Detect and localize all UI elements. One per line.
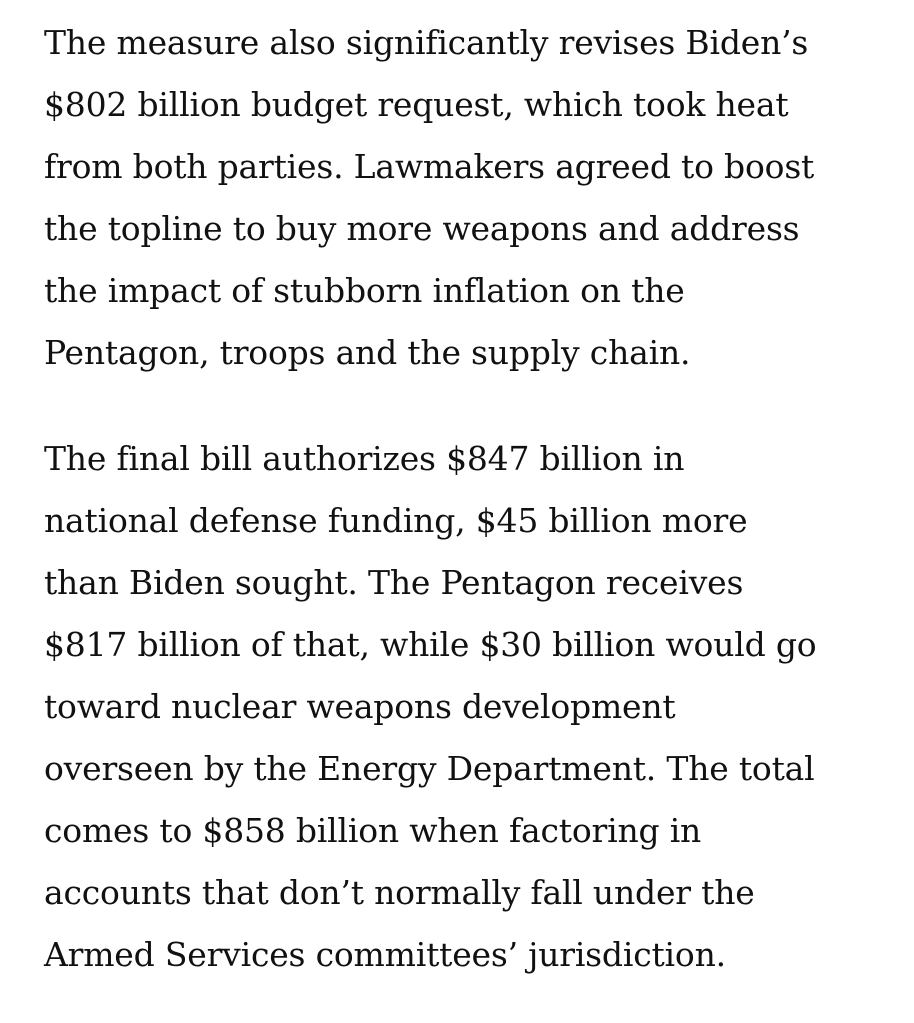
paragraph-line: accounts that don’t normally fall under the bbox=[44, 873, 755, 912]
article-paragraph-1 bbox=[44, 12, 874, 384]
paragraph-line: the topline to buy more weapons and address bbox=[44, 209, 800, 248]
paragraph-line: comes to $858 billion when factoring in bbox=[44, 811, 702, 850]
paragraph-line: $817 billion of that, while $30 billion would go bbox=[44, 625, 817, 664]
paragraph-line: The final bill authorizes $847 billion in bbox=[44, 439, 685, 478]
paragraph-line: overseen by the Energy Department. The total bbox=[44, 749, 815, 788]
paragraph-line: from both parties. Lawmakers agreed to boost bbox=[44, 147, 815, 186]
paragraph-line: than Biden sought. The Pentagon receives bbox=[44, 563, 744, 602]
article-body bbox=[44, 12, 874, 986]
paragraph-line: the impact of stubborn inflation on the bbox=[44, 271, 685, 310]
paragraph-line: national defense funding, $45 billion more bbox=[44, 501, 748, 540]
paragraph-line: toward nuclear weapons development bbox=[44, 687, 676, 726]
paragraph-line: Pentagon, troops and the supply chain. bbox=[44, 333, 691, 372]
paragraph-line: $802 billion budget request, which took heat bbox=[44, 85, 789, 124]
paragraph-line: The measure also significantly revises Biden’s bbox=[44, 23, 809, 62]
paragraph-line: Armed Services committees’ jurisdiction. bbox=[44, 935, 726, 974]
article-paragraph-2 bbox=[44, 428, 874, 986]
